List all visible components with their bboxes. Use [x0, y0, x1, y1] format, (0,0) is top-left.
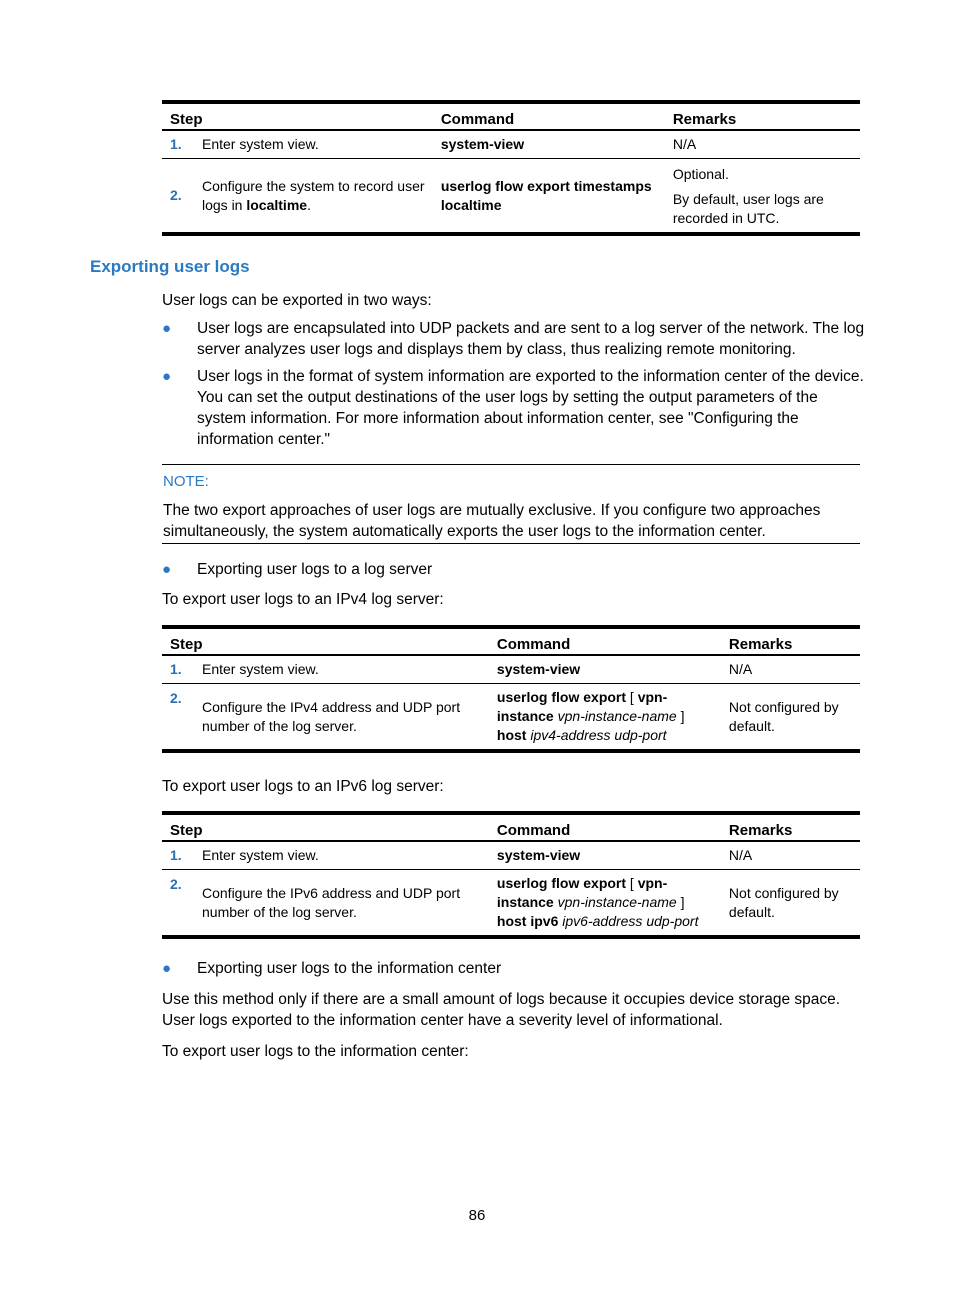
step-number: 1. [162, 655, 194, 684]
remarks-text: Optional. By default, user logs are recorded in UTC. [665, 159, 860, 235]
timestamp-command-table [162, 100, 860, 236]
command-text: system-view [489, 841, 721, 870]
bullet-icon: ● [162, 960, 172, 977]
ipv4-intro: To export user logs to an IPv4 log server: [162, 591, 444, 608]
bullet-icon: ● [162, 320, 172, 337]
column-header-command: Command [489, 813, 721, 841]
remarks-text: Not configured by default. [721, 870, 860, 938]
ipv6-command-table [162, 811, 860, 939]
intro-paragraph: User logs can be exported in two ways: [162, 292, 432, 309]
step-number: 1. [162, 841, 194, 870]
bullet-icon: ● [162, 368, 172, 385]
section-heading: Exporting user logs [90, 257, 250, 276]
column-header-step: Step [162, 813, 489, 841]
column-header-remarks: Remarks [665, 102, 860, 130]
list-item: ● User logs are encapsulated into UDP packets and are sent to a log server of the network. The log server analyzes user logs and displays them by class, thus realizing remote monitoring. [162, 320, 865, 358]
table-row [162, 655, 860, 684]
step-description: Configure the system to record user logs in localtime. [194, 159, 433, 235]
note-label: NOTE: [163, 473, 209, 490]
column-header-remarks: Remarks [721, 627, 860, 655]
info-center-paragraph: Use this method only if there are a small amount of logs because it occupies device storage space. User logs exported to the information center have a severity level of informational. [162, 991, 841, 1029]
step-description: Configure the IPv4 address and UDP port number of the log server. [194, 684, 489, 752]
column-header-step: Step [162, 102, 433, 130]
ipv6-intro: To export user logs to an IPv6 log server: [162, 778, 444, 795]
table-row [162, 870, 860, 938]
list-item: ● Exporting user logs to a log server [162, 561, 433, 578]
list-item: ● Exporting user logs to the information center [162, 960, 502, 977]
table-row [162, 684, 860, 752]
step-number: 1. [162, 130, 194, 159]
step-description: Configure the IPv6 address and UDP port number of the log server. [194, 870, 489, 938]
step-description: Enter system view. [194, 130, 433, 159]
bullet-icon: ● [162, 561, 172, 578]
table-row [162, 130, 860, 159]
command-text: userlog flow export [ vpn-instance vpn-instance-name ] host ipv6 ipv6-address udp-port [489, 870, 721, 938]
info-center-intro: To export user logs to the information center: [162, 1043, 469, 1060]
command-text: system-view [433, 130, 665, 159]
column-header-step: Step [162, 627, 489, 655]
command-text: userlog flow export timestamps localtime [433, 159, 665, 235]
table-header-row [162, 102, 860, 130]
note-box [162, 464, 860, 544]
table-header-row [162, 813, 860, 841]
step-number: 2. [162, 159, 194, 235]
note-body: The two export approaches of user logs are mutually exclusive. If you configure two approaches simultaneously, the system automatically exports the user logs to the information center. [163, 502, 821, 540]
remarks-text: Not configured by default. [721, 684, 860, 752]
table-row [162, 159, 860, 235]
column-header-remarks: Remarks [721, 813, 860, 841]
column-header-command: Command [433, 102, 665, 130]
step-number: 2. [162, 684, 194, 752]
page-number: 86 [468, 1207, 486, 1224]
column-header-command: Command [489, 627, 721, 655]
step-description: Enter system view. [194, 841, 489, 870]
step-description: Enter system view. [194, 655, 489, 684]
table-row [162, 841, 860, 870]
remarks-text: N/A [721, 841, 860, 870]
remarks-text: N/A [665, 130, 860, 159]
command-text: system-view [489, 655, 721, 684]
ipv4-command-table [162, 625, 860, 753]
command-text: userlog flow export [ vpn-instance vpn-instance-name ] host ipv4-address udp-port [489, 684, 721, 752]
step-number: 2. [162, 870, 194, 938]
list-item: ● User logs in the format of system information are exported to the information center of the device. You can set the output destinations of the user logs by setting the output parameters of the system information. For more information about information center, see "Configuring the information center." [162, 368, 864, 448]
table-header-row [162, 627, 860, 655]
remarks-text: N/A [721, 655, 860, 684]
